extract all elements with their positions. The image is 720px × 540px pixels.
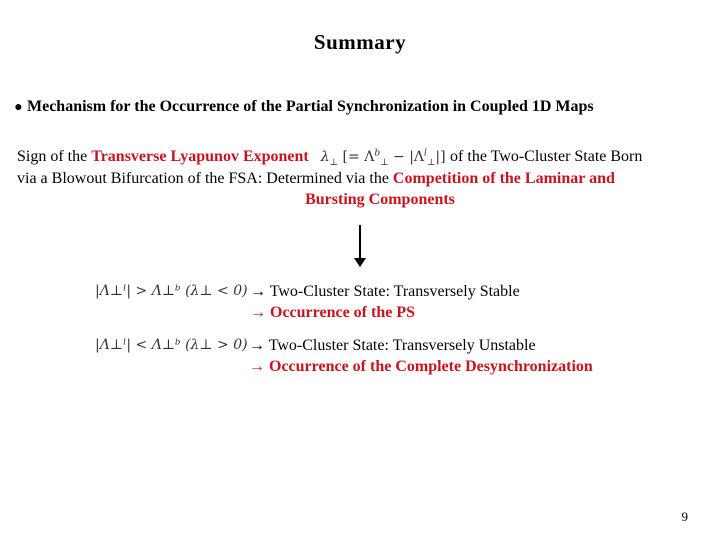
case1-condition: |Λ⊥ˡ| > Λ⊥ᵇ (λ⊥ < 0) (95, 283, 248, 299)
formula-Lambda-b: Λ (364, 149, 375, 165)
paragraph-line-2 (17, 170, 615, 188)
lyapunov-formula: $\lambda_\perp$ [= $\Lambda^b_\perp - |\Lambda^l_\perp|$] (320, 148, 446, 168)
page-number: 9 (681, 509, 688, 524)
case2-condition: |Λ⊥ˡ| < Λ⊥ᵇ (λ⊥ > 0) (95, 337, 248, 353)
formula-l: l (424, 148, 427, 159)
formula-eq: [= (342, 149, 365, 165)
case2-result-line1: → Two-Cluster State: Transversely Unstable (249, 337, 536, 354)
paragraph-text: via a Blowout Bifurcation of the FSA: Determined via the (17, 170, 393, 187)
paragraph-line-3 (0, 191, 720, 209)
paragraph-text: Sign of the (17, 148, 92, 165)
case2-result-line2: → Occurrence of the Complete Desynchronization (249, 358, 593, 375)
formula-perp: ⊥ (329, 157, 339, 168)
formula-minus: − | (388, 149, 414, 165)
bullet-dot-icon: ● (14, 100, 23, 115)
down-arrow-shaft (359, 225, 361, 261)
highlight-competition: Competition of the Laminar and (392, 170, 615, 187)
bullet-item (14, 98, 594, 116)
case1-result-line1: → Two-Cluster State: Transversely Stable (250, 283, 520, 300)
formula-close: |] (435, 149, 446, 165)
formula-b: b (374, 148, 381, 159)
case1-result-line2: → Occurrence of the PS (250, 304, 415, 321)
formula-lambda: λ (320, 149, 330, 165)
down-arrow-icon (354, 258, 366, 267)
highlight-transverse-lyapunov: Transverse Lyapunov Exponent (91, 148, 309, 165)
page-title: Summary (313, 30, 407, 54)
paragraph-line-1 (17, 148, 642, 168)
bullet-text: Mechanism for the Occurrence of the Partial Synchronization in Coupled 1D Maps (27, 98, 594, 115)
highlight-bursting: Bursting Components (305, 191, 455, 208)
paragraph-text: of the Two-Cluster State Born (450, 148, 643, 165)
